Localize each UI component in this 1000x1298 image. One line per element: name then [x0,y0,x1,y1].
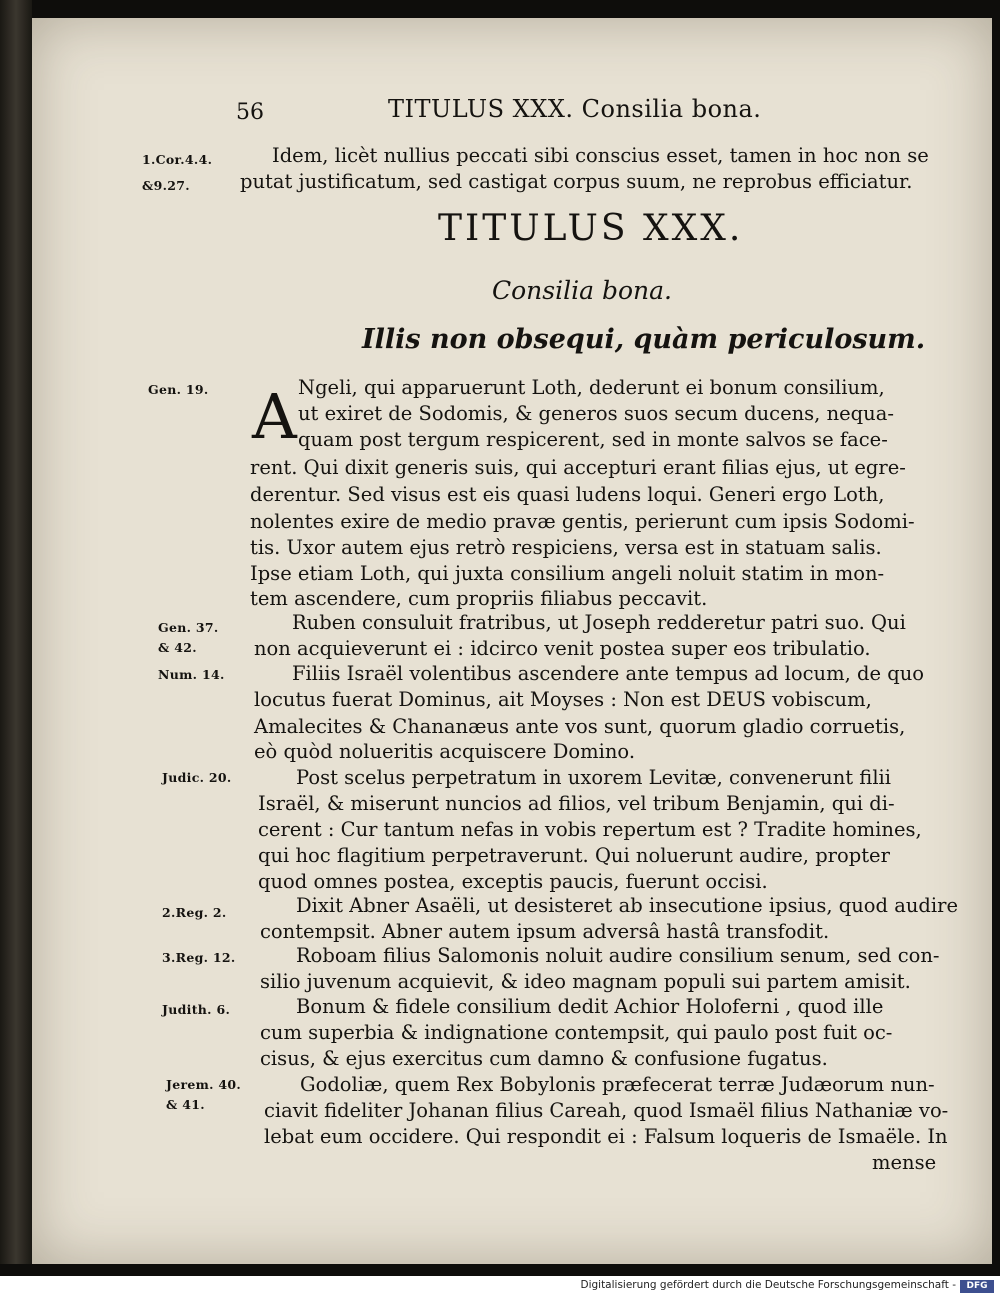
margin-reference: &9.27. [142,178,190,193]
text-line: Ngeli, qui apparuerunt Loth, dederunt ei bonum consilium, [298,376,885,399]
text-line: contempsit. Abner autem ipsum adversâ hastâ transfodit. [260,920,830,943]
text-line: nolentes exire de medio pravæ gentis, perierunt cum ipsis Sodomi- [250,510,915,533]
text-line: Amalecites & Chananæus ante vos sunt, quorum gladio corruetis, [254,715,906,738]
text-line: ut exiret de Sodomis, & generos suos secum ducens, nequa- [298,402,894,425]
text-line: lebat eum occidere. Qui respondit ei : Falsum loqueris de Ismaële. In [264,1125,948,1148]
text-line: Roboam filius Salomonis noluit audire consilium senum, sed con- [296,944,940,967]
text-line: cisus, & ejus exercitus cum damno & confusione fugatus. [260,1047,828,1070]
running-head-title: TITULUS XXX. Consilia bona. [388,95,762,123]
text-line: quam post tergum respicerent, sed in monte salvos se face- [298,428,888,451]
text-line: silio juvenum acquievit, & ideo magnam populi sui partem amisit. [260,970,911,993]
margin-reference: Judic. 20. [162,770,232,785]
margin-reference: 2.Reg. 2. [162,905,227,920]
text-line: Idem, licèt nullius peccati sibi conscius esset, tamen in hoc non se [272,144,929,167]
section-subtitle: Consilia bona. [492,276,672,305]
text-line: Dixit Abner Asaëli, ut desisteret ab insecutione ipsius, quod audire [296,894,958,917]
text-line: eò quòd nolueritis acquiscere Domino. [254,740,636,763]
text-line: derentur. Sed visus est eis quasi ludens loqui. Generi ergo Loth, [250,483,885,506]
margin-reference: & 41. [166,1097,205,1112]
margin-reference: Jerem. 40. [166,1077,242,1092]
text-line: Israël, & miserunt nuncios ad filios, vel tribum Benjamin, qui di- [258,792,895,815]
text-line: ciavit fideliter Johanan filius Careah, quod Ismaël filius Nathaniæ vo- [264,1099,949,1122]
text-line: tem ascendere, cum propriis filiabus peccavit. [250,587,708,610]
section-title: TITULUS XXX. [438,208,744,249]
text-line: cerent : Cur tantum nefas in vobis repertum est ? Tradite homines, [258,818,922,841]
book-spine-edge [0,0,32,1264]
text-line: locutus fuerat Dominus, ait Moyses : Non est DEUS vobiscum, [254,688,872,711]
margin-reference: Judith. 6. [162,1002,231,1017]
text-line: qui hoc flagitium perpetraverunt. Qui noluerunt audire, propter [258,844,890,867]
margin-reference: & 42. [158,640,197,655]
margin-reference: Gen. 19. [148,382,209,397]
margin-reference: Gen. 37. [158,620,219,635]
text-line: Ipse etiam Loth, qui juxta consilium angeli noluit statim in mon- [250,562,885,585]
text-line: Ruben consuluit fratribus, ut Joseph redderetur patri suo. Qui [292,611,906,634]
text-line: rent. Qui dixit generis suis, qui accepturi erant filias ejus, ut egre- [250,456,906,479]
text-line: Filiis Israël volentibus ascendere ante tempus ad locum, de quo [292,662,924,685]
text-line: Bonum & fidele consilium dedit Achior Holoferni , quod ille [296,995,884,1018]
text-line: quod omnes postea, exceptis paucis, fuerunt occisi. [258,870,768,893]
text-line: Post scelus perpetratum in uxorem Levitæ, convenerunt filii [296,766,892,789]
text-line: putat justificatum, sed castigat corpus suum, ne reprobus efficiatur. [240,170,913,193]
page-number: 56 [236,100,264,125]
text-line: tis. Uxor autem ejus retrò respiciens, versa est in statuam salis. [250,536,882,559]
catchword: mense [872,1151,937,1174]
text-line: cum superbia & indignatione contempsit, qui paulo post fuit oc- [260,1021,893,1044]
digitization-credit: Digitalisierung gefördert durch die Deutsche Forschungsgemeinschaft - [580,1279,956,1291]
margin-reference: Num. 14. [158,667,225,682]
margin-reference: 1.Cor.4.4. [142,152,213,167]
margin-reference: 3.Reg. 12. [162,950,236,965]
drop-capital: A [252,380,297,453]
text-line: non acquieverunt ei : idcirco venit postea super eos tribulatio. [254,637,871,660]
text-line: Godoliæ, quem Rex Bobylonis præfecerat terræ Judæorum nun- [300,1073,935,1096]
section-caption: Illis non obsequi, quàm periculosum. [362,324,926,355]
dfg-logo: DFG [960,1280,994,1293]
